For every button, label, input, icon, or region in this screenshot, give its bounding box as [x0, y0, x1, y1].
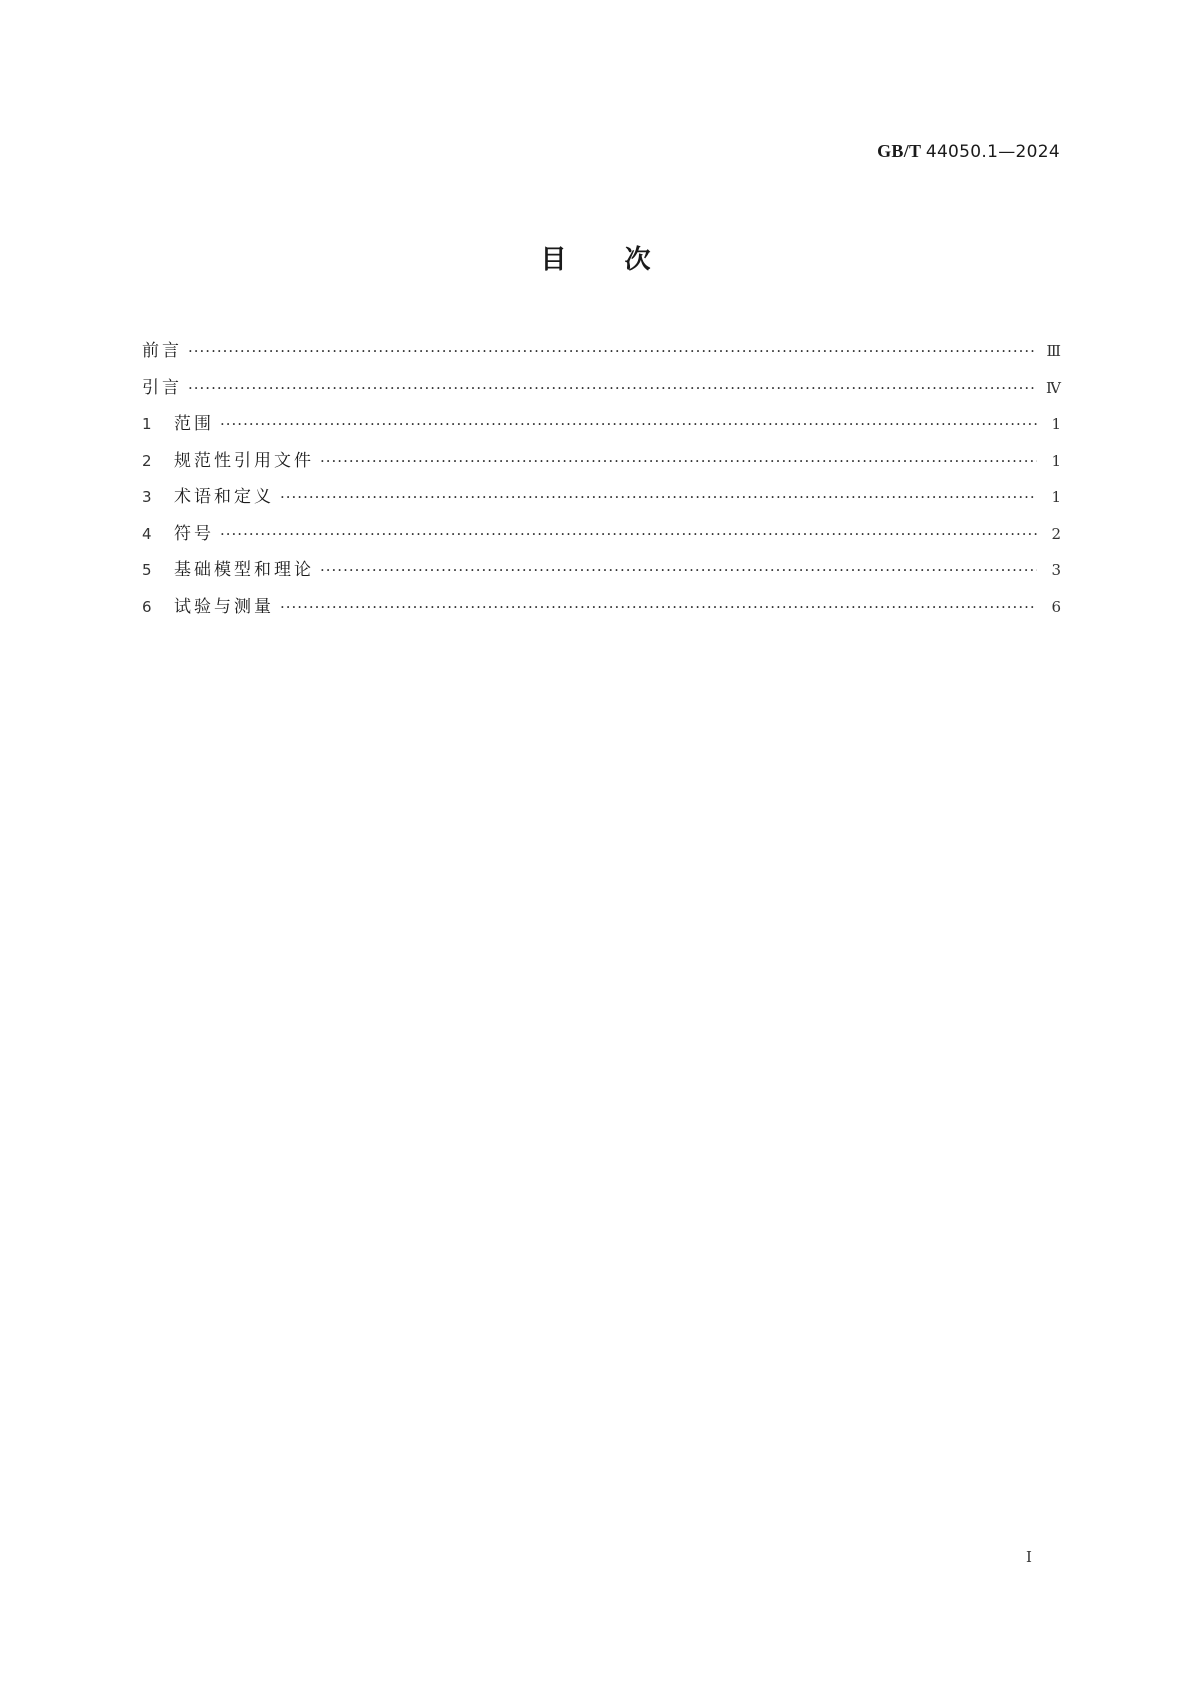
toc-item-normative-references[interactable] — [142, 450, 1061, 487]
toc-item-testing-measurement[interactable] — [142, 596, 1061, 633]
toc-dot-leader — [220, 413, 1037, 435]
toc-dot-leader — [320, 450, 1037, 472]
toc-item-label: 试验与测量 — [174, 596, 274, 617]
table-of-contents — [142, 340, 1061, 632]
toc-item-basic-models[interactable] — [142, 559, 1061, 596]
toc-item-symbols[interactable] — [142, 523, 1061, 560]
toc-item-foreword[interactable] — [142, 340, 1061, 377]
page-number: Ⅰ — [1026, 1550, 1032, 1566]
toc-item-label: 引言 — [142, 377, 182, 398]
toc-dot-leader — [188, 340, 1037, 362]
toc-title: 目次 — [540, 245, 709, 275]
toc-item-page: 1 — [1051, 415, 1061, 433]
toc-dot-leader — [220, 523, 1037, 545]
standard-number — [877, 140, 1060, 163]
toc-dot-leader — [320, 559, 1037, 581]
toc-dot-leader — [280, 486, 1037, 508]
toc-item-page: Ⅲ — [1046, 342, 1061, 360]
toc-item-label: 范围 — [174, 414, 214, 434]
toc-item-number: 4 — [142, 524, 152, 543]
toc-item-label: 规范性引用文件 — [174, 450, 314, 471]
toc-item-number: 1 — [142, 415, 152, 433]
toc-item-page: 2 — [1051, 524, 1061, 543]
toc-item-number: 5 — [142, 561, 152, 579]
standard-prefix: GB/T — [877, 141, 926, 161]
toc-item-number: 2 — [142, 451, 152, 470]
toc-item-label: 符号 — [174, 523, 214, 544]
toc-item-page: 1 — [1051, 488, 1061, 506]
toc-item-page: 1 — [1051, 451, 1061, 470]
toc-dot-leader — [188, 377, 1037, 399]
toc-item-label: 术语和定义 — [174, 487, 274, 507]
toc-item-terms-definitions[interactable] — [142, 486, 1061, 523]
toc-item-page: Ⅳ — [1046, 378, 1061, 397]
toc-item-number: 3 — [142, 488, 152, 506]
toc-item-page: 3 — [1051, 561, 1061, 579]
toc-item-scope[interactable] — [142, 413, 1061, 450]
toc-item-introduction[interactable] — [142, 377, 1061, 414]
toc-dot-leader — [280, 596, 1037, 618]
toc-item-label: 基础模型和理论 — [174, 560, 314, 580]
standard-code: 44050.1—2024 — [925, 142, 1060, 162]
toc-item-label: 前言 — [142, 341, 182, 361]
toc-item-number: 6 — [142, 597, 152, 616]
toc-item-page: 6 — [1051, 597, 1061, 616]
